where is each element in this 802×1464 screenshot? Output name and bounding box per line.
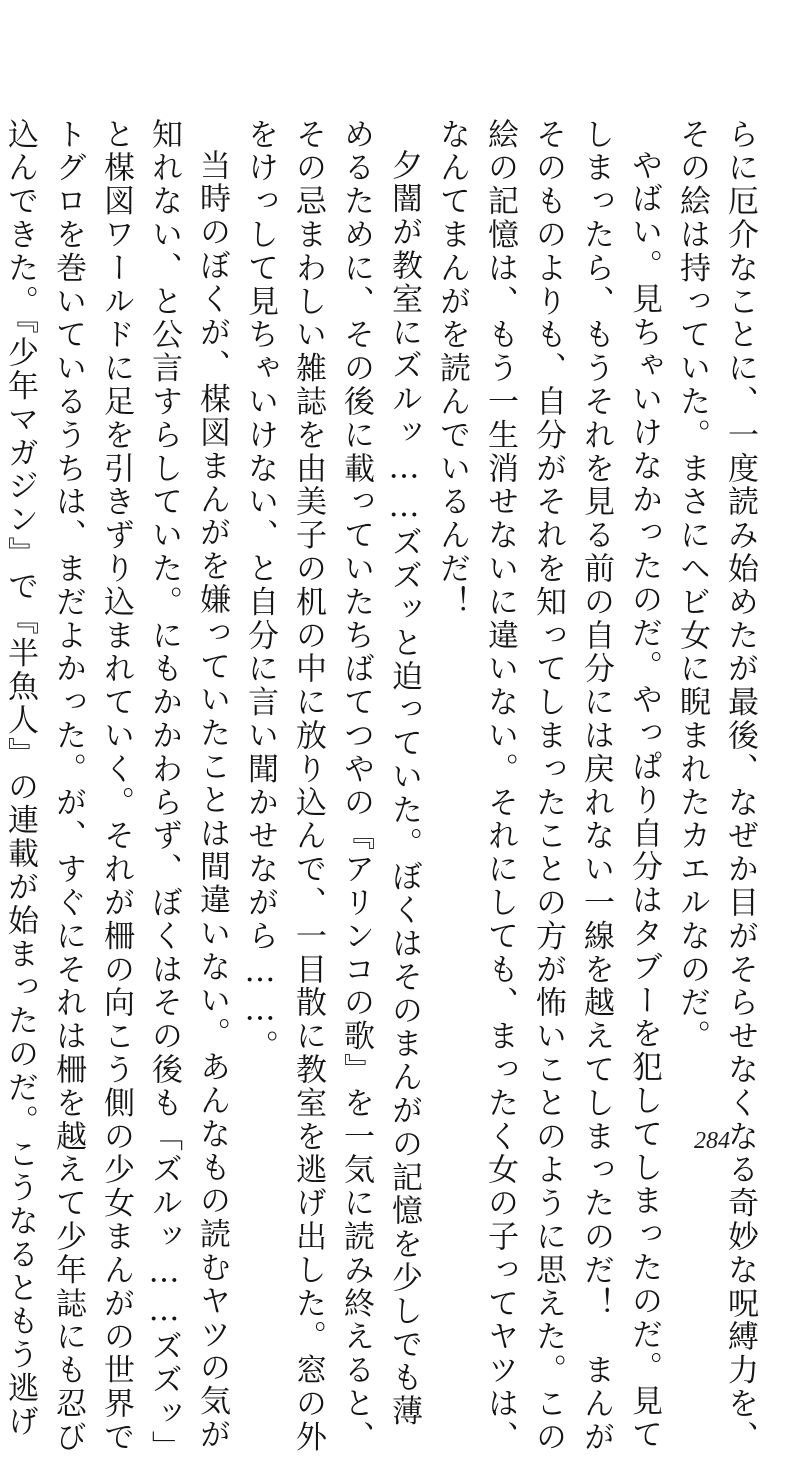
text-line: をけっして見ちゃいけない、と自分に言い聞かせながら……。 — [242, 118, 278, 1064]
text-line: 当時のぼくが、楳図まんがを嫌っていたことは間違いない。あんなもの読むヤツの気が — [194, 149, 230, 1452]
page-number: 284 — [694, 1128, 730, 1154]
text-line: その忌まわしい雑誌を由美子の机の中に放り込んで、一目散に教室を逃げ出した。窓の外 — [290, 118, 326, 1454]
text-line: めるために、その後に載っていたちばてつやの『アリンコの歌』を一気に読み終えると、 — [338, 118, 374, 1454]
text-line: と楳図ワールドに足を引きずり込まれていく。それが柵の向こう側の少女まんがの世界で — [98, 118, 134, 1454]
text-line: 知れない、と公言すらしていた。にもかかわらず、ぼくはその後も「ズルッ……ズズッ」 — [146, 118, 182, 1464]
text-line: トグロを巻いているうちは、まだよかった。が、すぐにそれは柵を越えて少年誌にも忍び — [50, 118, 86, 1454]
text-line: なんてまんがを読んでいるんだ！ — [434, 118, 470, 619]
text-line: 込んできた。『少年マガジン』で『半魚人』の連載が始まったのだ。こうなるともう逃げ — [2, 118, 38, 1439]
text-line: しまったら、もうそれを見る前の自分には戻れない一線を越えてしまったのだ！ まんが — [578, 118, 614, 1454]
text-line: 絵の記憶は、もう一生消せないに違いない。それにしても、まったく女の子ってヤツは、 — [482, 118, 518, 1454]
text-line: そのものよりも、自分がそれを知ってしまったことの方が怖いことのように思えた。この — [530, 118, 566, 1454]
text-line: らに厄介なことに、一度読み始めたが最後、なぜか目がそらせなくなる奇妙な呪縛力を、 — [722, 118, 758, 1454]
text-line: やばい。見ちゃいけなかったのだ。やっぱり自分はタブーを犯してしまったのだ。見て — [626, 149, 662, 1452]
text-line: 夕闇が教室にズルッ……ズズッと迫っていた。ぼくはそのまんがの記憶を少しでも薄 — [386, 149, 422, 1429]
text-line: その絵は持っていた。まさにヘビ女に睨まれたカエルなのだ。 — [674, 118, 710, 1054]
